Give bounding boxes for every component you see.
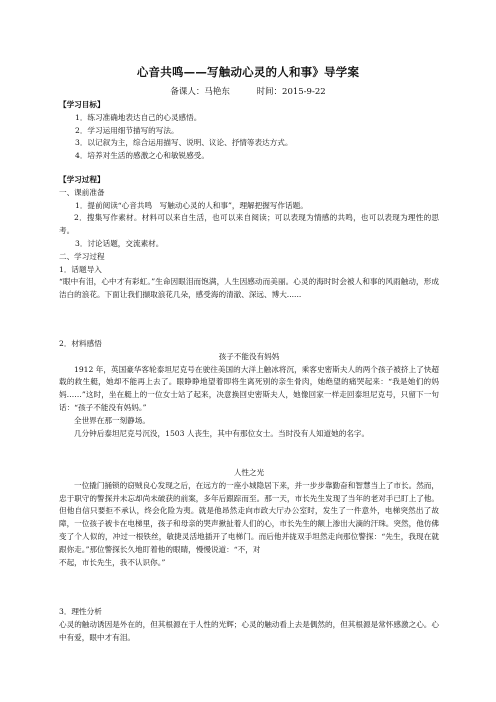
document-meta <box>0 85 496 97</box>
goal-item: 3．以记叙为主，综合运用描写、说明、议论、抒情等表达方式。 <box>75 138 293 148</box>
analysis-section <box>59 606 439 644</box>
story1-paragraph: 全世界在那一刻静场。 <box>74 415 150 425</box>
goal-item: 1．练习准确地表达自己的心灵感悟。 <box>75 112 202 122</box>
material-heading: 2．材料感悟 <box>59 339 102 348</box>
prep-item: 2．搜集写作素材。材料可以来自生活，也可以来自阅读；可以表现为情感的共鸣，也可以表现为理性的思考。 <box>59 213 439 236</box>
time-label: 时间：2015-9-22 <box>256 87 326 97</box>
story1-paragraph: 几分钟后泰坦尼克号沉没，1503 人丧生，其中有那位女士。当时没有人知道她的名字。 <box>74 428 370 438</box>
preparer-label: 备课人：马艳东 <box>170 87 230 97</box>
story2-title: 人性之光 <box>233 468 265 477</box>
goal-item: 4．培养对生活的感激之心和敏锐感受。 <box>75 151 209 161</box>
prep-item: 1．提前阅读“心音共鸣 写触动心灵的人和事”，理解把握写作话题。 <box>75 200 308 210</box>
prep-section-title: 一、课前准备 <box>59 187 105 197</box>
process-section-title: 二、学习过程 <box>59 251 105 261</box>
document-title: 心音共鸣——写触动心灵的人和事》导学案 <box>136 65 360 79</box>
story1-paragraph: 1912 年，英国豪华客轮泰坦尼克号在驶往美国的大洋上触冰将沉，乘客史密斯夫人的两个孩子被挤上了快超载的救生艇，她却不能再上去了。眼睁睁地望着即将生离死别的亲生骨肉，她绝望的痛哭起来：“我是她们的妈妈……”这时，坐在艇上的一位女士站了起来，决意换回史密斯夫人，她像回家一样走回泰坦尼克号，只留下一句话：“孩子不能没有妈妈。” <box>59 364 439 412</box>
story2-paragraph: 一位撬门捅锁的窃贼良心发现之后，在远方的一座小城隐居下来，并一步步靠勤奋和智慧当上了市长。然而，忠于职守的警探并未忘却尚未破获的前案，多年后跟踪而至。那一天，市长先生发现了当年的老对手已盯上了他。但他自信只要拒不承认，终会化险为夷。就是他昂然走向市政大厅办公室时，发生了一件意外，电梯突然出了故障，一位孩子被卡在电梯里，孩子和母亲的哭声揪扯着人们的心，市长先生的额上渗出大滴的汗珠。突然，他仿佛变了个人似的，冲过一根铁丝，敏捷灵活地插开了电梯门。而后他并拢双手坦然走向那位警探：“先生，我现在就跟你走。”那位警探长久地盯着他的眼睛，慢慢说道：“不，对 <box>59 480 439 554</box>
story2-paragraph-end: 不起，市长先生，我不认识你。” <box>59 557 166 567</box>
goals-heading: 【学习目标】 <box>59 100 105 109</box>
prep-item: 3．讨论话题，交流素材。 <box>75 238 164 248</box>
goals-section <box>59 99 439 163</box>
analysis-text: 心灵的触动诱因是外在的，但其根源在于人性的光辉；心灵的触动看上去是偶然的，但其根源是常怀感激之心。心中有爱，眼中才有泪。 <box>59 619 439 642</box>
material-section <box>59 338 439 440</box>
process-heading: 【学习过程】 <box>59 175 105 184</box>
goal-item: 2．学习运用细节描写的写法。 <box>75 125 179 135</box>
intro-text: “眼中有泪，心中才有彩虹。”生命因眼泪而饱满，人生因感动而美丽。心灵的海时时会被人和事的风雨触动，形成洁白的浪花。下面让我们撷取浪花几朵，感受海的清澈、深远、博大...... <box>59 277 439 300</box>
story2-section <box>59 467 439 569</box>
process-section <box>59 174 439 302</box>
analysis-heading: 3．理性分析 <box>59 607 102 616</box>
story1-title: 孩子不能没有妈妈 <box>218 351 280 361</box>
intro-heading: 1．话题导入 <box>59 264 102 274</box>
